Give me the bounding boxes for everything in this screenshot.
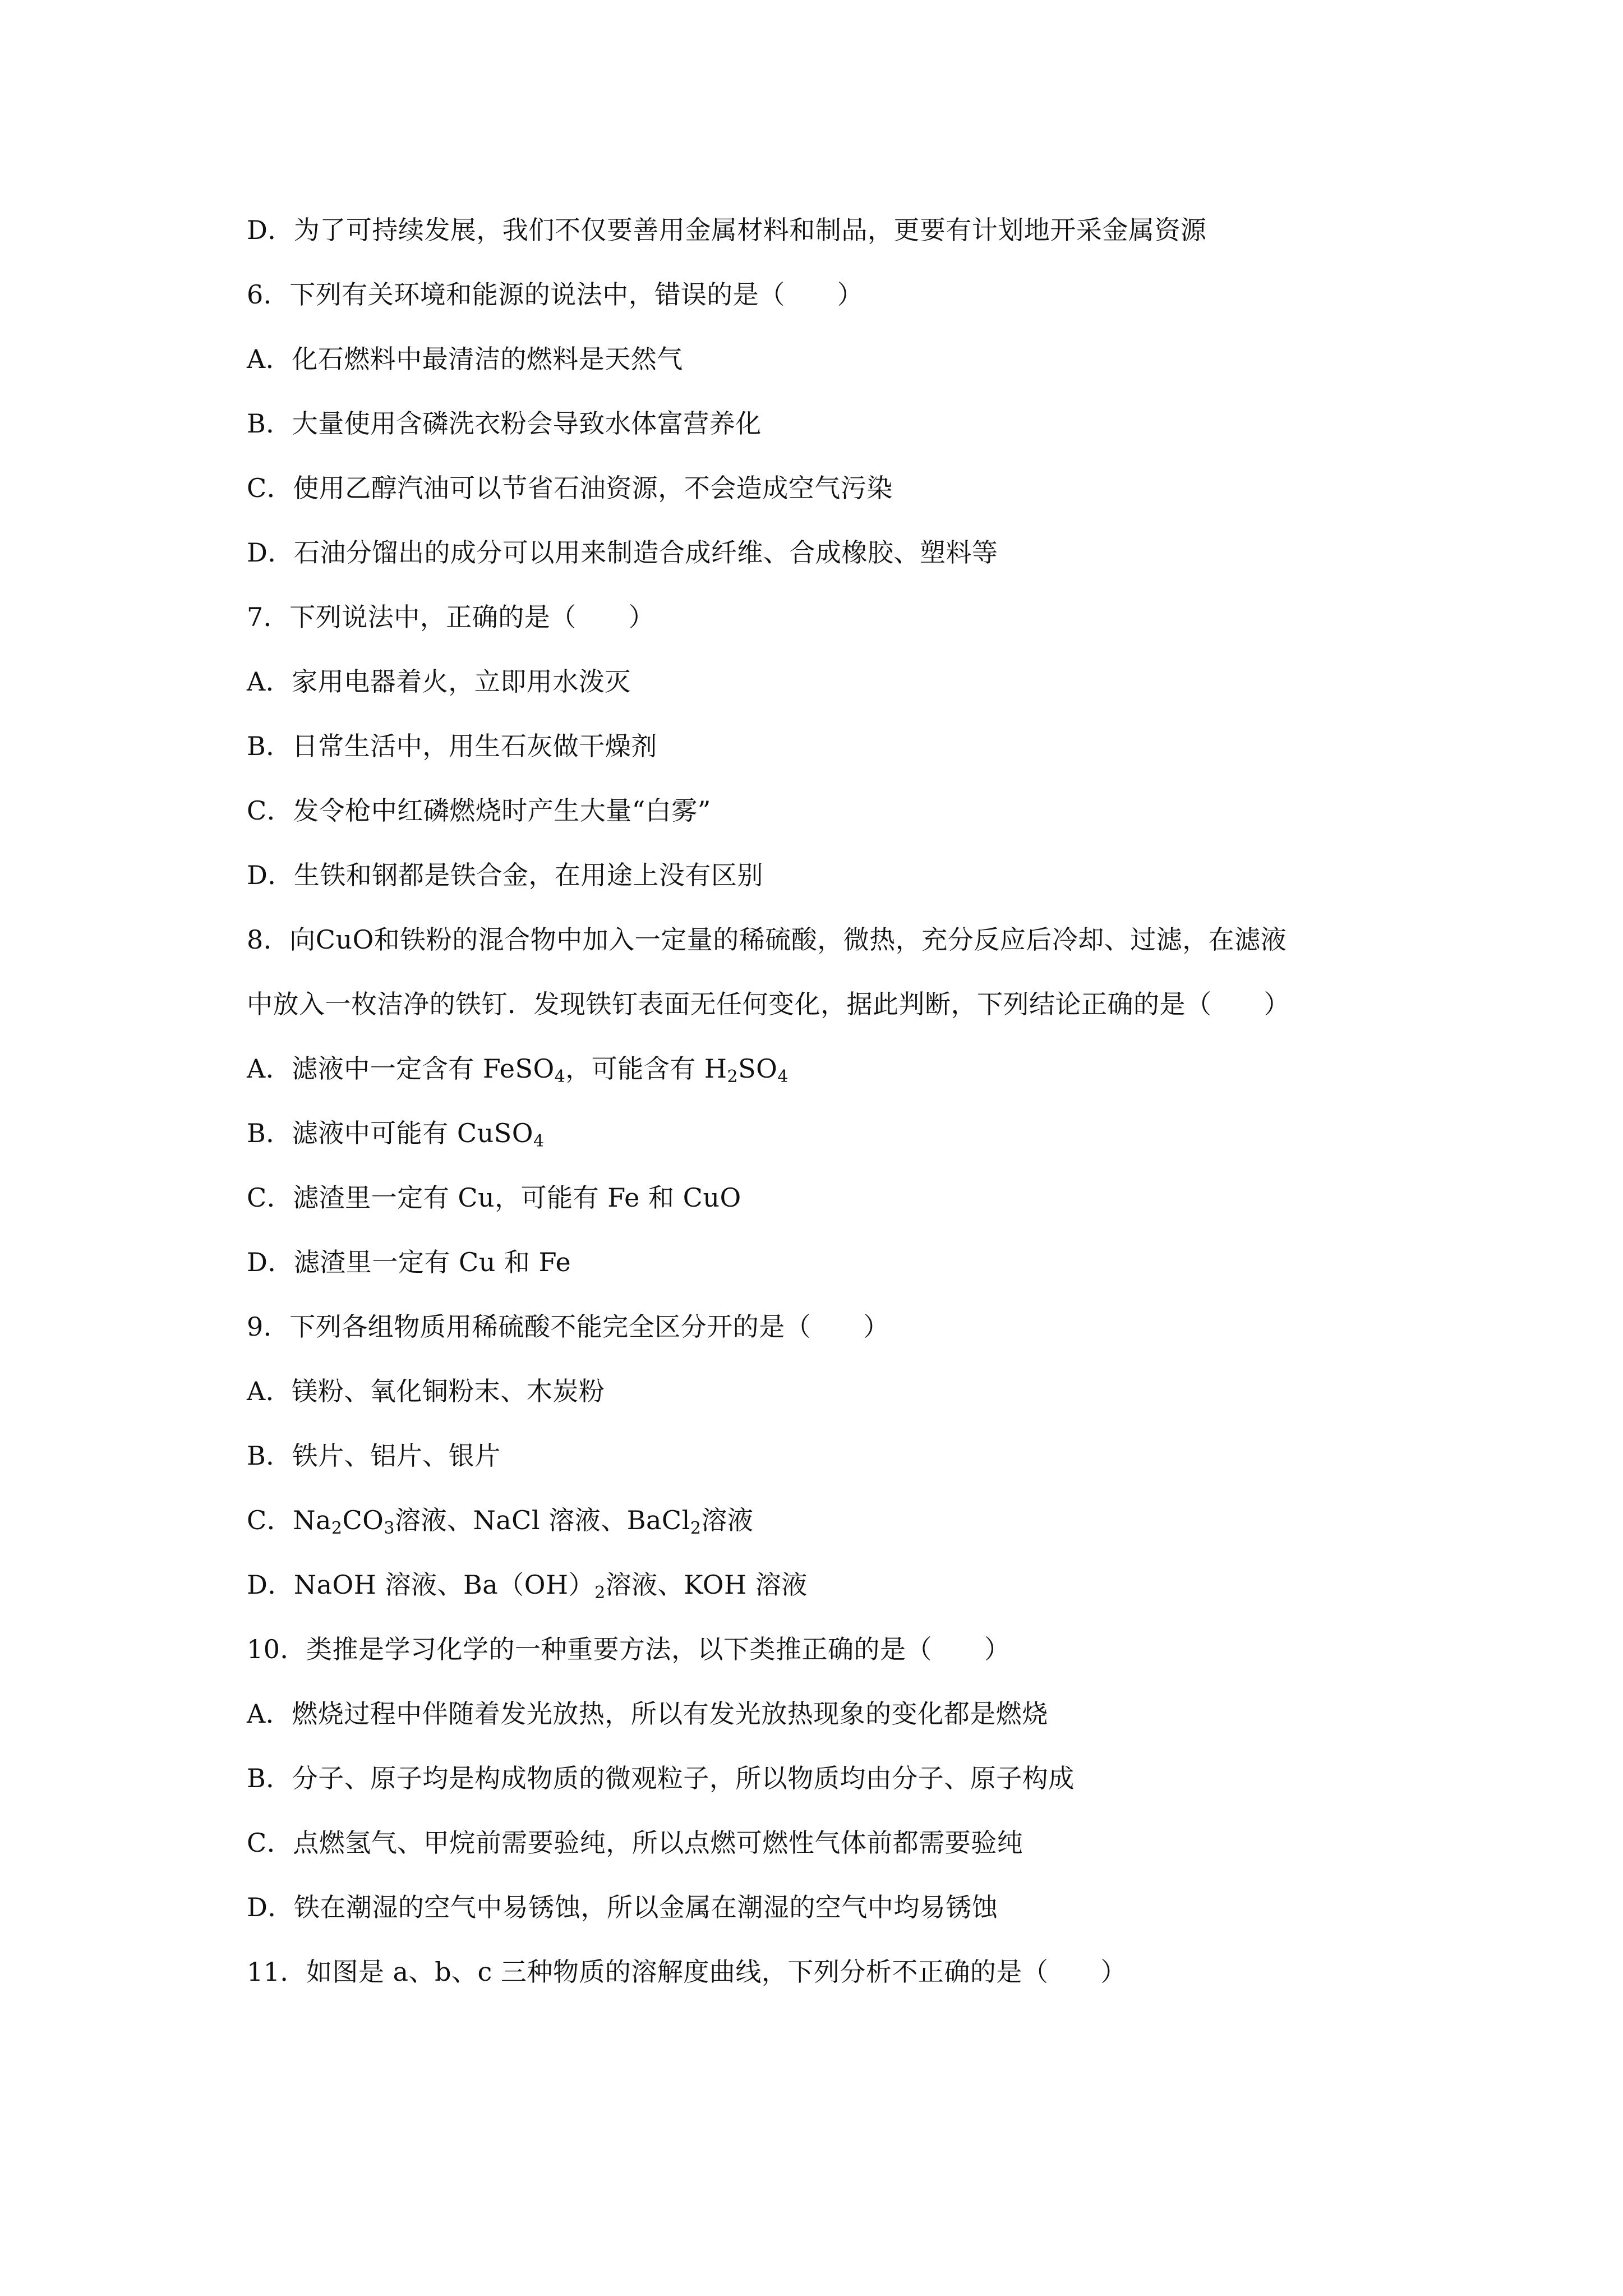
option-line: D．滤渣里一定有 Cu 和 Fe	[247, 1247, 571, 1277]
question-stem: 8．向CuO和铁粉的混合物中加入一定量的稀硫酸，微热，充分反应后冷却、过滤，在滤液	[247, 924, 1287, 955]
option-line: D．生铁和钢都是铁合金，在用途上没有区别	[247, 860, 763, 890]
text-segment: CO	[342, 1505, 384, 1535]
question-stem: 7．下列说法中，正确的是（ ）	[247, 602, 655, 632]
option-line	[247, 1562, 1413, 1627]
question-stem: 10．类推是学习化学的一种重要方法，以下类推正确的是（ ）	[247, 1634, 1011, 1664]
text-segment: SO	[738, 1053, 778, 1084]
option-line: B．日常生活中，用生石灰做干燥剂	[247, 731, 657, 761]
option-line: B．大量使用含磷洗衣粉会导致水体富营养化	[247, 408, 762, 439]
option-line	[247, 1046, 1413, 1111]
option-line	[247, 1111, 1413, 1175]
text-segment: A．滤液中一定含有 FeSO	[247, 1053, 555, 1084]
option-line: C．发令枪中红磷燃烧时产生大量“白雾”	[247, 795, 711, 826]
option-line: A．镁粉、氧化铜粉末、木炭粉	[247, 1376, 605, 1406]
option-line: D．为了可持续发展，我们不仅要善用金属材料和制品，更要有计划地开采金属资源	[247, 215, 1207, 245]
option-line: C．点燃氢气、甲烷前需要验纯，所以点燃可燃性气体前都需要验纯	[247, 1828, 1023, 1858]
subscript: 4	[533, 1131, 545, 1151]
option-line: C．使用乙醇汽油可以节省石油资源，不会造成空气污染	[247, 473, 893, 503]
question-stem: 11．如图是 a、b、c 三种物质的溶解度曲线，下列分析不正确的是（ ）	[247, 1957, 1127, 1987]
option-line: B．铁片、铝片、银片	[247, 1441, 501, 1471]
text-segment: 溶液、NaCl 溶液、BaCl	[394, 1505, 690, 1535]
option-line: A．家用电器着火，立即用水泼灭	[247, 666, 631, 697]
text-segment: D．NaOH 溶液、Ba（OH）	[247, 1570, 595, 1600]
option-line: B．分子、原子均是构成物质的微观粒子，所以物质均由分子、原子构成	[247, 1763, 1075, 1793]
option-line	[247, 1498, 1413, 1562]
question-list	[247, 208, 1413, 2014]
subscript: 4	[777, 1067, 789, 1087]
subscript: 4	[554, 1067, 566, 1087]
text-segment: 溶液	[701, 1505, 754, 1535]
option-line: D．铁在潮湿的空气中易锈蚀，所以金属在潮湿的空气中均易锈蚀	[247, 1892, 998, 1922]
option-line: A．燃烧过程中伴随着发光放热，所以有发光放热现象的变化都是燃烧	[247, 1699, 1048, 1729]
option-line: C．滤渣里一定有 Cu，可能有 Fe 和 CuO	[247, 1182, 741, 1213]
text-segment: C．Na	[247, 1505, 331, 1535]
option-line: D．石油分馏出的成分可以用来制造合成纤维、合成橡胶、塑料等	[247, 537, 998, 568]
subscript: 3	[384, 1519, 395, 1538]
subscript: 2	[690, 1519, 702, 1538]
text-segment: B．滤液中可能有 CuSO	[247, 1118, 533, 1148]
question-stem: 9．下列各组物质用稀硫酸不能完全区分开的是（ ）	[247, 1312, 889, 1342]
text-segment: 溶液、KOH 溶液	[605, 1570, 808, 1600]
text-segment: ，可能含有 H	[565, 1053, 727, 1084]
question-stem-continued: 中放入一枚洁净的铁钉．发现铁钉表面无任何变化，据此判断，下列结论正确的是（ ）	[247, 989, 1290, 1019]
subscript: 2	[594, 1583, 606, 1603]
option-line: A．化石燃料中最清洁的燃料是天然气	[247, 344, 683, 374]
question-stem: 6．下列有关环境和能源的说法中，错误的是（ ）	[247, 279, 864, 310]
subscript: 2	[331, 1519, 343, 1538]
subscript: 2	[727, 1067, 739, 1087]
